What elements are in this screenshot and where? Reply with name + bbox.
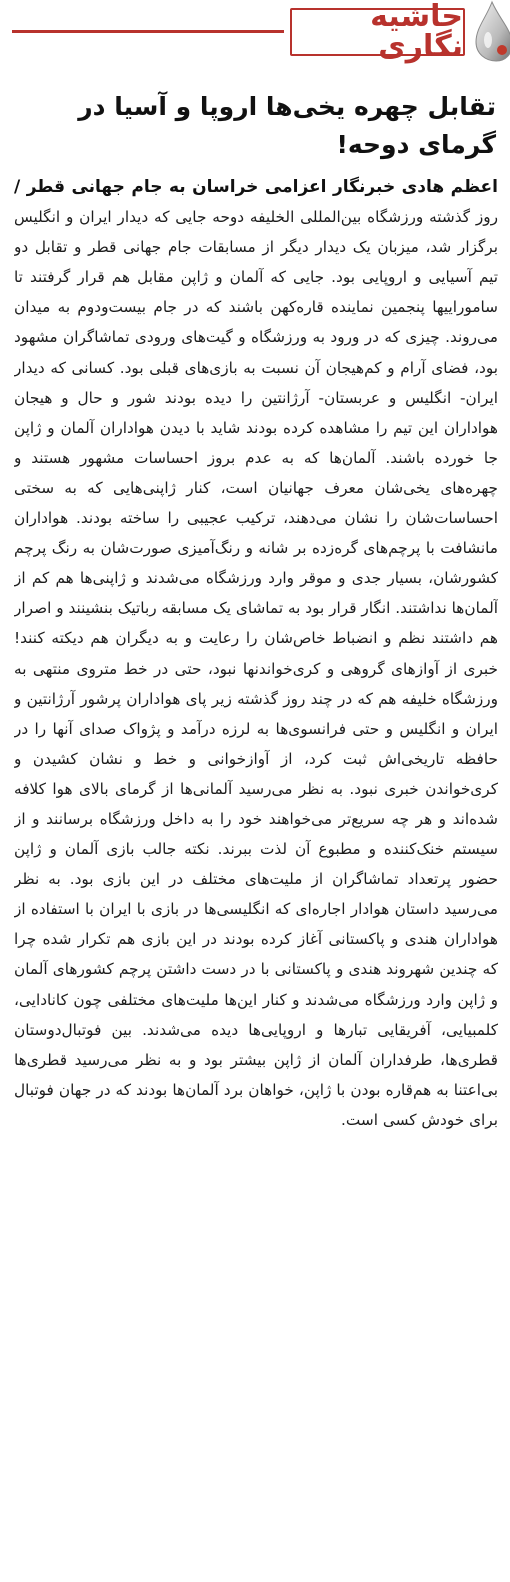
- article-headline: تقابل چهره یخی‌ها اروپا و آسیا در گرمای دوحه!: [78, 92, 496, 159]
- section-title: حاشیه نگاری: [370, 0, 463, 64]
- article-body: [14, 172, 498, 1564]
- article-text: روز گذشته ورزشگاه بین‌المللی الخلیفه دوحه جایی که دیدار ایران و انگلیس برگزار شد، میزبان یک دیدار دیگر از مسابقات جام جهانی قطر و تقابل دو تیم آسیایی و اروپایی بود. جایی که آلمان و ژاپن مقابل هم قرار گرفتند تا ساموراییها پنجمین نماینده قاره‌کهن باشند که در جام بیست‌ودوم به میدان می‌روند. چیزی که در ورود به ورزشگاه و گیت‌های ورودی تماشاگران مشهود بود، فضای آرام و کم‌هیجان آن نسبت به بازی‌های قبلی بود. کسانی که دیدار ایران- انگلیس و عربستان- آرژانتین را دیده بودند شور و حال و هیجان هواداران این تیم را مشاهده کرده بودند شاید با دیدن هواداران آلمان و ژاپن جا خورده باشند. آلمان‌ها که به عدم بروز احساسات مشهور هستند و چهره‌های یخی‌شان معرف جهانیان است، کنار ژاپنی‌هایی که به سختی احساسات‌شان را نشان می‌دهند، ترکیب عجیبی را ساخته بودند. هواداران مانشافت با پرچم‌های گره‌زده بر شانه و رنگ‌آمیزی صورت‌شان به رنگ پرچم کشورشان، بسیار جدی و موقر وارد ورزشگاه می‌شدند و ژاپنی‌ها هم کم از آلمان‌ها نداشتند. انگار قرار بود به تماشای یک مسابقه رباتیک بنشینند و اصرار هم داشتند نظم و انضباط خاص‌شان را رعایت و به دیگران هم دیکته کنند! خبری از آوازهای گروهی و کری‌خواندنها نبود، حتی در خط متروی منتهی به ورزشگاه خلیفه هم که در چند روز گذشته زیر پای هواداران پرشور آرژانتین و ایران و انگلیس و حتی فرانسوی‌ها به لرزه درآمد و پژواک صدای آنها را در حافظه تاریخی‌اش ثبت کرد، از آوازخوانی و خط و نشان کشیدن و کری‌خواندن خبری نبود. به نظر می‌رسید آلمانی‌ها از گرمای بالای هوا کلافه شده‌اند و هر چه سریع‌تر می‌خواهند خود را به داخل ورزشگاه برسانند و از سیستم خنک‌کننده و مطبوع آن لذت ببرند. نکته جالب بازی آلمان و ژاپن حضور پرتعداد تماشاگران از ملیت‌های مختلف در این بازی بود. به نظر می‌رسید داستان هوادار اجاره‌ای که انگلیسی‌ها در بازی با ایران با استفاده از هواداران هندی و پاکستانی آغاز کرده بودند در این بازی هم تکرار شده چرا که چندین شهروند هندی و پاکستانی با در دست داشتن پرچم کشورهای آلمان و ژاپن وارد ورزشگاه می‌شدند و کنار این‌ها ملیت‌های مختلفی چون کانادایی، کلمبیایی، آفریقایی تبارها و اروپایی‌ها دیده می‌شدند. بین فوتبال‌دوستان قطری‌ها، طرفداران آلمان از ژاپن بیشتر بود و به نظر می‌رسید قطری‌ها بی‌اعتنا به هم‌قاره بودن با ژاپن، خواهان برد آلمان‌ها بودند که در جهان فوتبال برای خودش کسی است.: [14, 208, 498, 1129]
- header-divider: [12, 30, 284, 33]
- article-lead: اعظم هادی خبرنگار اعزامی خراسان به جام جهانی قطر /: [14, 177, 498, 197]
- droplet-logo-icon: [468, 0, 510, 62]
- column-header: [0, 0, 510, 62]
- section-title-box: [290, 0, 465, 64]
